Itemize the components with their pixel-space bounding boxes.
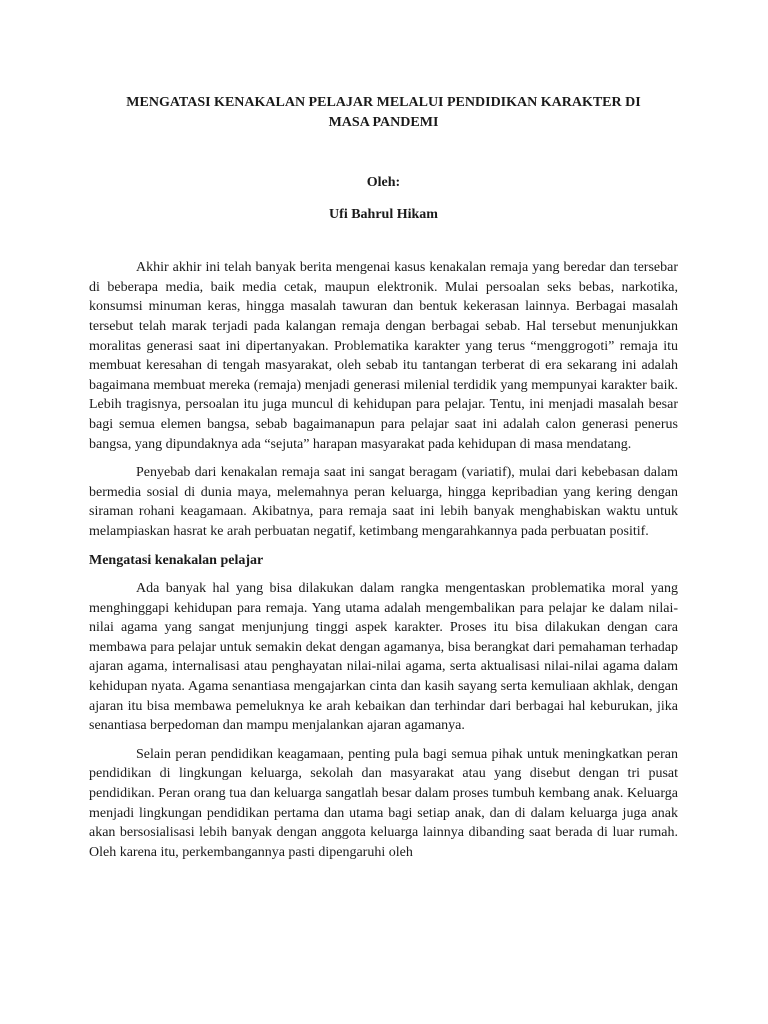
document-body <box>89 93 678 862</box>
author-name: Ufi Bahrul Hikam <box>329 206 438 222</box>
paragraph-4: Selain peran pendidikan keagamaan, penting pula bagi semua pihak untuk meningkatkan peran pendidikan di lingkungan keluarga, sekolah dan masyarakat atau yang disebut dengan tri pusat pendidikan. Peran orang tua dan keluarga sangatlah besar dalam proses tumbuh kembang anak. Keluarga menjadi lingkungan pendidikan pertama dan utama bagi setiap anak, dan di dalam keluarga juga anak akan bersosialisasi lebih banyak dengan anggota keluarga lainnya dibanding saat berada di luar rumah. Oleh karena itu, perkembangannya pasti dipengaruhi oleh <box>89 746 678 860</box>
by-label: Oleh: <box>366 175 401 190</box>
paragraph-3: Ada banyak hal yang bisa dilakukan dalam rangka mengentaskan problematika moral yang menghinggapi kehidupan para remaja. Yang utama adalah mengembalikan para pelajar ke dalam nilai-nilai agama yang sangat menjunjung tinggi aspek karakter. Proses itu bisa dilakukan dengan cara membawa para pelajar untuk semakin dekat dengan agamanya, bisa berangkat dari pemahaman terhadap ajaran agama, internalisasi atau penghayatan nilai-nilai agama, serta aktualisasi nilai-nilai agama dalam kehidupan nyata. Agama senantiasa mengajarkan cinta dan kasih sayang serta kemuliaan akhlak, dengan ajaran itu bisa membawa pemeluknya ke arah kebaikan dan terhindar dari berbagai hal keburukan, jika senantiasa berpedoman dan mampu menjalankan ajaran agamanya. <box>89 581 678 734</box>
paragraph-1: Akhir akhir ini telah banyak berita mengenai kasus kenakalan remaja yang beredar dan tersebar di beberapa media, baik media cetak, maupun elektronik. Mulai persoalan seks bebas, narkotika, konsumsi minuman keras, hingga masalah tawuran dan bentuk kekerasan lainnya. Berbagai masalah tersebut telah marak terjadi pada kalangan remaja dengan berbagai sebab. Hal tersebut menunjukkan moralitas generasi saat ini dipertanyakan. Problematika karakter yang terus “menggrogoti” remaja itu membuat keresahan di tengah masyarakat, oleh sebab itu tantangan terberat di era sekarang ini adalah bagaimana membuat mereka (remaja) menjadi generasi milenial terdidik yang mempunyai karakter baik. Lebih tragisnya, persoalan itu juga muncul di kehidupan para pelajar. Tentu, ini menjadi masalah besar bagi semua elemen bangsa, sebab bagaimanapun para pelajar saat ini adalah calon generasi penerus bangsa, yang dipundaknya ada “sejuta” harapan masyarakat pada kehidupan di masa mendatang. <box>89 260 678 452</box>
section-heading: Mengatasi kenakalan pelajar <box>89 552 264 568</box>
document-title: MENGATASI KENAKALAN PELAJAR MELALUI PENDIDIKAN KARAKTER DI MASA PANDEMI <box>126 95 641 130</box>
paragraph-2: Penyebab dari kenakalan remaja saat ini sangat beragam (variatif), mulai dari kebebasan dalam bermedia sosial di dunia maya, melemahnya peran keluarga, hingga kepribadian yang kering dengan siraman rohani keagamaan. Akibatnya, para remaja saat ini lebih banyak menghabiskan waktu untuk melampiaskan hasrat ke arah perbuatan negatif, ketimbang mengarahkannya pada perbuatan positif. <box>89 465 678 539</box>
